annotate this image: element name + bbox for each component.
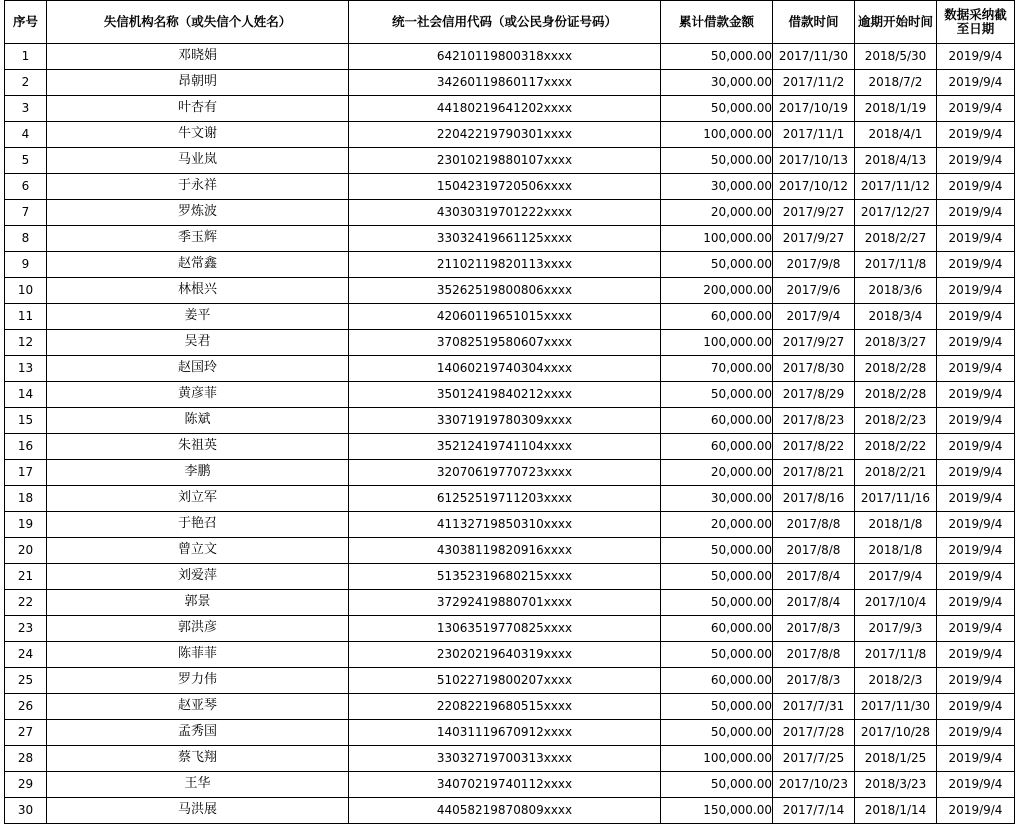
cell-cutoff-date: 2019/9/4: [937, 590, 1015, 616]
cell-name: 陈菲菲: [47, 642, 349, 668]
cell-overdue-date: 2018/3/6: [855, 278, 937, 304]
cell-loan-date: 2017/7/14: [773, 798, 855, 824]
cell-credit-code: 42060119651015xxxx: [349, 304, 661, 330]
table-row: [5, 200, 1015, 226]
cell-overdue-date: 2017/12/27: [855, 200, 937, 226]
cell-amount: 60,000.00: [661, 616, 773, 642]
cell-index: 7: [5, 200, 47, 226]
cell-cutoff-date: 2019/9/4: [937, 486, 1015, 512]
cell-loan-date: 2017/10/13: [773, 148, 855, 174]
debtor-table: [4, 0, 1015, 824]
cell-credit-code: 21102119820113xxxx: [349, 252, 661, 278]
cell-name: 马业岚: [47, 148, 349, 174]
cell-index: 16: [5, 434, 47, 460]
cell-cutoff-date: 2019/9/4: [937, 122, 1015, 148]
cell-amount: 20,000.00: [661, 460, 773, 486]
cell-overdue-date: 2017/9/3: [855, 616, 937, 642]
cell-amount: 20,000.00: [661, 200, 773, 226]
cell-loan-date: 2017/9/8: [773, 252, 855, 278]
cell-loan-date: 2017/8/22: [773, 434, 855, 460]
cell-index: 5: [5, 148, 47, 174]
cell-amount: 60,000.00: [661, 408, 773, 434]
table-row: [5, 174, 1015, 200]
cell-name: 陈斌: [47, 408, 349, 434]
cell-name: 昂朝明: [47, 70, 349, 96]
cell-overdue-date: 2018/5/30: [855, 44, 937, 70]
cell-loan-date: 2017/7/31: [773, 694, 855, 720]
cell-name: 于艳召: [47, 512, 349, 538]
cell-name: 马洪展: [47, 798, 349, 824]
cell-name: 王华: [47, 772, 349, 798]
cell-index: 24: [5, 642, 47, 668]
cell-loan-date: 2017/7/25: [773, 746, 855, 772]
cell-amount: 70,000.00: [661, 356, 773, 382]
cell-loan-date: 2017/9/6: [773, 278, 855, 304]
cell-overdue-date: 2018/4/1: [855, 122, 937, 148]
cell-cutoff-date: 2019/9/4: [937, 174, 1015, 200]
cell-amount: 50,000.00: [661, 538, 773, 564]
cell-credit-code: 51022719800207xxxx: [349, 668, 661, 694]
cell-index: 23: [5, 616, 47, 642]
cell-cutoff-date: 2019/9/4: [937, 44, 1015, 70]
cell-overdue-date: 2018/2/3: [855, 668, 937, 694]
cell-loan-date: 2017/7/28: [773, 720, 855, 746]
cell-index: 20: [5, 538, 47, 564]
table-row: [5, 668, 1015, 694]
cell-cutoff-date: 2019/9/4: [937, 408, 1015, 434]
cell-name: 罗力伟: [47, 668, 349, 694]
table-row: [5, 408, 1015, 434]
table-row: [5, 96, 1015, 122]
cell-credit-code: 22082219680515xxxx: [349, 694, 661, 720]
cell-amount: 60,000.00: [661, 304, 773, 330]
cell-loan-date: 2017/10/19: [773, 96, 855, 122]
cell-index: 22: [5, 590, 47, 616]
cell-credit-code: 32070619770723xxxx: [349, 460, 661, 486]
cell-cutoff-date: 2019/9/4: [937, 96, 1015, 122]
cell-overdue-date: 2017/11/30: [855, 694, 937, 720]
cell-credit-code: 51352319680215xxxx: [349, 564, 661, 590]
cell-amount: 100,000.00: [661, 746, 773, 772]
cell-credit-code: 37082519580607xxxx: [349, 330, 661, 356]
cell-credit-code: 14031119670912xxxx: [349, 720, 661, 746]
cell-cutoff-date: 2019/9/4: [937, 772, 1015, 798]
table-row: [5, 460, 1015, 486]
table-row: [5, 772, 1015, 798]
cell-amount: 50,000.00: [661, 720, 773, 746]
cell-loan-date: 2017/8/8: [773, 642, 855, 668]
cell-loan-date: 2017/10/23: [773, 772, 855, 798]
cell-overdue-date: 2018/4/13: [855, 148, 937, 174]
cell-loan-date: 2017/8/3: [773, 668, 855, 694]
cell-overdue-date: 2018/2/22: [855, 434, 937, 460]
column-header-cutoff: 数据采纳截至日期: [937, 1, 1015, 44]
cell-amount: 50,000.00: [661, 772, 773, 798]
cell-credit-code: 14060219740304xxxx: [349, 356, 661, 382]
cell-loan-date: 2017/9/4: [773, 304, 855, 330]
cell-name: 朱祖英: [47, 434, 349, 460]
table-row: [5, 616, 1015, 642]
cell-overdue-date: 2017/11/8: [855, 252, 937, 278]
cell-cutoff-date: 2019/9/4: [937, 720, 1015, 746]
cell-overdue-date: 2017/11/16: [855, 486, 937, 512]
cell-index: 17: [5, 460, 47, 486]
cell-index: 30: [5, 798, 47, 824]
cell-overdue-date: 2018/2/28: [855, 382, 937, 408]
cell-index: 8: [5, 226, 47, 252]
cell-cutoff-date: 2019/9/4: [937, 356, 1015, 382]
cell-loan-date: 2017/9/27: [773, 226, 855, 252]
cell-credit-code: 44180219641202xxxx: [349, 96, 661, 122]
cell-name: 吴君: [47, 330, 349, 356]
cell-loan-date: 2017/8/30: [773, 356, 855, 382]
cell-cutoff-date: 2019/9/4: [937, 330, 1015, 356]
cell-name: 刘爱萍: [47, 564, 349, 590]
cell-overdue-date: 2017/10/28: [855, 720, 937, 746]
cell-loan-date: 2017/10/12: [773, 174, 855, 200]
cell-loan-date: 2017/8/4: [773, 564, 855, 590]
cell-overdue-date: 2018/3/23: [855, 772, 937, 798]
cell-overdue-date: 2017/11/12: [855, 174, 937, 200]
cell-overdue-date: 2018/1/14: [855, 798, 937, 824]
cell-overdue-date: 2017/10/4: [855, 590, 937, 616]
cell-index: 6: [5, 174, 47, 200]
column-header-date: 借款时间: [773, 1, 855, 44]
cell-loan-date: 2017/9/27: [773, 200, 855, 226]
column-header-overdue: 逾期开始时间: [855, 1, 937, 44]
cell-name: 黄彦菲: [47, 382, 349, 408]
cell-index: 10: [5, 278, 47, 304]
cell-amount: 30,000.00: [661, 174, 773, 200]
cell-name: 郭洪彦: [47, 616, 349, 642]
cell-credit-code: 41132719850310xxxx: [349, 512, 661, 538]
cell-cutoff-date: 2019/9/4: [937, 252, 1015, 278]
cell-loan-date: 2017/8/3: [773, 616, 855, 642]
cell-credit-code: 33032719700313xxxx: [349, 746, 661, 772]
cell-name: 牛文谢: [47, 122, 349, 148]
cell-credit-code: 23010219880107xxxx: [349, 148, 661, 174]
cell-loan-date: 2017/8/8: [773, 538, 855, 564]
cell-cutoff-date: 2019/9/4: [937, 538, 1015, 564]
table-header: [5, 1, 1015, 44]
cell-cutoff-date: 2019/9/4: [937, 304, 1015, 330]
cell-index: 15: [5, 408, 47, 434]
table-row: [5, 356, 1015, 382]
cell-credit-code: 34070219740112xxxx: [349, 772, 661, 798]
table-row: [5, 590, 1015, 616]
cell-amount: 30,000.00: [661, 486, 773, 512]
cell-credit-code: 43038119820916xxxx: [349, 538, 661, 564]
cell-name: 季玉辉: [47, 226, 349, 252]
table-row: [5, 122, 1015, 148]
cell-loan-date: 2017/8/16: [773, 486, 855, 512]
cell-amount: 50,000.00: [661, 96, 773, 122]
cell-name: 赵常鑫: [47, 252, 349, 278]
table-row: [5, 746, 1015, 772]
cell-amount: 150,000.00: [661, 798, 773, 824]
cell-loan-date: 2017/8/23: [773, 408, 855, 434]
cell-credit-code: 33032419661125xxxx: [349, 226, 661, 252]
table-row: [5, 512, 1015, 538]
cell-index: 11: [5, 304, 47, 330]
table-row: [5, 694, 1015, 720]
cell-cutoff-date: 2019/9/4: [937, 616, 1015, 642]
table-row: [5, 252, 1015, 278]
cell-name: 罗炼波: [47, 200, 349, 226]
cell-index: 2: [5, 70, 47, 96]
cell-cutoff-date: 2019/9/4: [937, 70, 1015, 96]
cell-name: 邓晓娟: [47, 44, 349, 70]
cell-amount: 100,000.00: [661, 330, 773, 356]
cell-overdue-date: 2018/3/4: [855, 304, 937, 330]
cell-cutoff-date: 2019/9/4: [937, 642, 1015, 668]
cell-overdue-date: 2018/2/28: [855, 356, 937, 382]
cell-cutoff-date: 2019/9/4: [937, 694, 1015, 720]
cell-overdue-date: 2017/11/8: [855, 642, 937, 668]
cell-cutoff-date: 2019/9/4: [937, 564, 1015, 590]
cell-credit-code: 15042319720506xxxx: [349, 174, 661, 200]
cell-amount: 200,000.00: [661, 278, 773, 304]
cell-credit-code: 37292419880701xxxx: [349, 590, 661, 616]
cell-amount: 30,000.00: [661, 70, 773, 96]
cell-cutoff-date: 2019/9/4: [937, 746, 1015, 772]
table-row: [5, 44, 1015, 70]
cell-amount: 50,000.00: [661, 590, 773, 616]
cell-name: 李鹏: [47, 460, 349, 486]
cell-index: 27: [5, 720, 47, 746]
cell-overdue-date: 2018/3/27: [855, 330, 937, 356]
cell-credit-code: 61252519711203xxxx: [349, 486, 661, 512]
cell-amount: 60,000.00: [661, 668, 773, 694]
cell-index: 25: [5, 668, 47, 694]
cell-overdue-date: 2018/1/8: [855, 512, 937, 538]
table-row: [5, 330, 1015, 356]
cell-index: 14: [5, 382, 47, 408]
column-header-amount: 累计借款金额: [661, 1, 773, 44]
cell-index: 19: [5, 512, 47, 538]
cell-loan-date: 2017/8/8: [773, 512, 855, 538]
table-body: [5, 44, 1015, 824]
cell-credit-code: 22042219790301xxxx: [349, 122, 661, 148]
cell-index: 28: [5, 746, 47, 772]
cell-loan-date: 2017/8/4: [773, 590, 855, 616]
table-row: [5, 564, 1015, 590]
cell-name: 赵国玲: [47, 356, 349, 382]
cell-amount: 50,000.00: [661, 44, 773, 70]
cell-amount: 50,000.00: [661, 252, 773, 278]
cell-cutoff-date: 2019/9/4: [937, 460, 1015, 486]
cell-amount: 50,000.00: [661, 564, 773, 590]
cell-index: 1: [5, 44, 47, 70]
cell-overdue-date: 2018/1/25: [855, 746, 937, 772]
cell-overdue-date: 2017/9/4: [855, 564, 937, 590]
cell-cutoff-date: 2019/9/4: [937, 434, 1015, 460]
cell-credit-code: 35212419741104xxxx: [349, 434, 661, 460]
cell-cutoff-date: 2019/9/4: [937, 200, 1015, 226]
cell-index: 13: [5, 356, 47, 382]
cell-credit-code: 35012419840212xxxx: [349, 382, 661, 408]
table-row: [5, 720, 1015, 746]
cell-overdue-date: 2018/1/19: [855, 96, 937, 122]
cell-overdue-date: 2018/7/2: [855, 70, 937, 96]
cell-index: 29: [5, 772, 47, 798]
cell-amount: 50,000.00: [661, 382, 773, 408]
cell-name: 赵亚琴: [47, 694, 349, 720]
table-row: [5, 434, 1015, 460]
cell-index: 3: [5, 96, 47, 122]
table-row: [5, 486, 1015, 512]
cell-overdue-date: 2018/2/23: [855, 408, 937, 434]
cell-loan-date: 2017/8/21: [773, 460, 855, 486]
table-row: [5, 304, 1015, 330]
cell-loan-date: 2017/11/2: [773, 70, 855, 96]
cell-name: 叶杏有: [47, 96, 349, 122]
column-header-code: 统一社会信用代码（或公民身份证号码）: [349, 1, 661, 44]
cell-name: 曾立文: [47, 538, 349, 564]
cell-credit-code: 43030319701222xxxx: [349, 200, 661, 226]
cell-loan-date: 2017/9/27: [773, 330, 855, 356]
header-row: [5, 1, 1015, 44]
table-row: [5, 538, 1015, 564]
cell-loan-date: 2017/11/30: [773, 44, 855, 70]
cell-name: 孟秀国: [47, 720, 349, 746]
cell-amount: 20,000.00: [661, 512, 773, 538]
cell-name: 刘立军: [47, 486, 349, 512]
table-row: [5, 148, 1015, 174]
cell-amount: 50,000.00: [661, 642, 773, 668]
cell-credit-code: 13063519770825xxxx: [349, 616, 661, 642]
cell-name: 林根兴: [47, 278, 349, 304]
cell-index: 18: [5, 486, 47, 512]
table-row: [5, 382, 1015, 408]
cell-index: 9: [5, 252, 47, 278]
cell-name: 于永祥: [47, 174, 349, 200]
cell-overdue-date: 2018/2/27: [855, 226, 937, 252]
cell-overdue-date: 2018/2/21: [855, 460, 937, 486]
cell-amount: 50,000.00: [661, 694, 773, 720]
cell-cutoff-date: 2019/9/4: [937, 512, 1015, 538]
cell-amount: 50,000.00: [661, 148, 773, 174]
cell-loan-date: 2017/11/1: [773, 122, 855, 148]
cell-credit-code: 34260119860117xxxx: [349, 70, 661, 96]
cell-cutoff-date: 2019/9/4: [937, 668, 1015, 694]
column-header-name: 失信机构名称（或失信个人姓名）: [47, 1, 349, 44]
cell-index: 4: [5, 122, 47, 148]
cell-credit-code: 44058219870809xxxx: [349, 798, 661, 824]
column-header-index: 序号: [5, 1, 47, 44]
cell-loan-date: 2017/8/29: [773, 382, 855, 408]
cell-index: 26: [5, 694, 47, 720]
table-row: [5, 226, 1015, 252]
table-row: [5, 278, 1015, 304]
cell-cutoff-date: 2019/9/4: [937, 382, 1015, 408]
cell-cutoff-date: 2019/9/4: [937, 798, 1015, 824]
cell-amount: 100,000.00: [661, 122, 773, 148]
cell-name: 蔡飞翔: [47, 746, 349, 772]
cell-credit-code: 33071919780309xxxx: [349, 408, 661, 434]
cell-cutoff-date: 2019/9/4: [937, 226, 1015, 252]
table-row: [5, 798, 1015, 824]
cell-credit-code: 35262519800806xxxx: [349, 278, 661, 304]
table-row: [5, 642, 1015, 668]
cell-cutoff-date: 2019/9/4: [937, 148, 1015, 174]
cell-credit-code: 64210119800318xxxx: [349, 44, 661, 70]
debtor-list-sheet: [4, 0, 1014, 824]
cell-credit-code: 23020219640319xxxx: [349, 642, 661, 668]
cell-index: 21: [5, 564, 47, 590]
cell-cutoff-date: 2019/9/4: [937, 278, 1015, 304]
cell-amount: 100,000.00: [661, 226, 773, 252]
table-row: [5, 70, 1015, 96]
cell-name: 姜平: [47, 304, 349, 330]
cell-amount: 60,000.00: [661, 434, 773, 460]
cell-name: 郭景: [47, 590, 349, 616]
cell-index: 12: [5, 330, 47, 356]
cell-overdue-date: 2018/1/8: [855, 538, 937, 564]
